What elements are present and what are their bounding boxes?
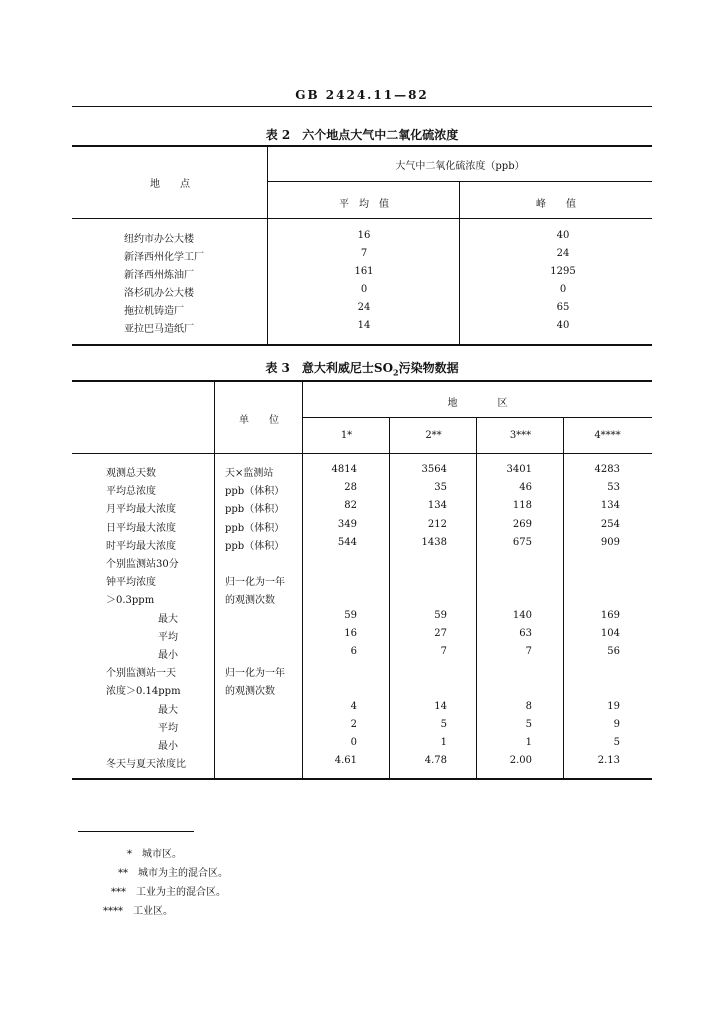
table3-row-label: 月平均最大浓度: [106, 504, 176, 516]
table3-region-header: 3***: [509, 430, 532, 441]
table3-value-cell: 0: [350, 737, 357, 748]
table3-region-rule: [303, 417, 652, 418]
table3-row-label: 观测总天数: [106, 468, 156, 479]
table3-title-so: SO: [373, 361, 394, 375]
table2-header-average: 平 均 值: [339, 199, 389, 210]
table3-value-cell: 3564: [421, 464, 447, 475]
table3-row-label: 浓度＞0.14ppm: [106, 686, 181, 698]
table3-row-label: 平均: [158, 722, 178, 734]
table3-value-cell: 1: [525, 737, 532, 748]
table3-value-cell: 9: [613, 718, 620, 730]
footnote-item: *** 工业为主的混合区。: [111, 887, 226, 898]
table3-value-cell: 544: [337, 536, 357, 548]
table3-region-header: 2**: [425, 430, 442, 441]
table2-cell-place: 亚拉巴马造纸厂: [124, 324, 194, 335]
table2-header-rule: [72, 218, 652, 219]
table3-value-cell: 4: [350, 700, 357, 712]
table3-value-cell: 269: [512, 518, 532, 530]
table3-value-cell: 254: [600, 518, 620, 530]
table2-cell-place: 拖拉机铸造厂: [124, 306, 184, 317]
table3-value-cell: 2.13: [597, 755, 620, 767]
table3-value-cell: 4283: [594, 464, 620, 475]
table3-row-unit: 的观测次数: [225, 595, 275, 607]
table3-row-label: 最大: [158, 704, 178, 716]
table3-value-cell: 5: [525, 718, 532, 730]
table3-row-label: 最大: [158, 613, 178, 625]
table3-value-cell: 6: [350, 646, 357, 657]
table2-cell-place: 新泽西州炼油厂: [124, 270, 194, 281]
table3-row-unit: 天×监测站: [225, 468, 274, 479]
table2-header-concentration: 大气中二氧化硫浓度（ppb）: [395, 161, 525, 172]
footnote-rule: [78, 831, 194, 832]
table3-row-unit: ppb（体积）: [225, 486, 285, 498]
table2-header-location: 地 点: [150, 179, 190, 190]
table3-value-cell: 5: [440, 718, 447, 730]
table2-cell-peak: 1295: [550, 266, 576, 277]
table3-value-cell: 28: [344, 482, 357, 494]
table2-cell-place: 纽约市办公大楼: [124, 234, 194, 245]
table3-top-rule: [72, 380, 652, 382]
table3-value-cell: 59: [344, 609, 357, 621]
table3-value-cell: 1: [440, 737, 447, 748]
table3-value-cell: 349: [337, 518, 357, 530]
table2-cell-peak: 40: [556, 230, 570, 241]
table3-region-header: 4****: [594, 430, 621, 441]
table3-row-label: 最小: [158, 650, 178, 661]
table3-row-label: 平均: [158, 631, 178, 643]
table2-cell-place: 新泽西州化学工厂: [124, 252, 204, 263]
table3-value-cell: 140: [512, 609, 532, 621]
table3-row-label: ＞0.3ppm: [106, 595, 155, 607]
table3-row-unit: ppb（体积）: [225, 540, 285, 552]
table3-value-cell: 4.61: [334, 755, 357, 767]
table3-row-label: 冬天与夏天浓度比: [106, 759, 186, 771]
table3-value-cell: 16: [344, 627, 357, 639]
table3-header-region: 地 区: [447, 398, 508, 409]
table3-col-divider-1: [214, 380, 215, 779]
table3-region-header: 1*: [340, 430, 353, 441]
table3-value-cell: 27: [434, 627, 447, 639]
table3-row-unit: 归一化为一年: [225, 668, 285, 680]
table3-value-cell: 14: [434, 700, 447, 712]
table3-row-unit: ppb（体积）: [225, 504, 285, 516]
table2-bottom-rule: [72, 344, 652, 346]
table3-title-suffix: 污染物数据: [398, 361, 459, 375]
header-rule: [72, 106, 652, 107]
table2-header-peak: 峰 值: [536, 199, 576, 210]
standard-number: GB 2424.11—82: [295, 88, 429, 102]
table3-row-label: 日平均最大浓度: [106, 522, 176, 534]
table3-value-cell: 104: [600, 627, 620, 639]
table3-value-cell: 1438: [421, 536, 447, 548]
table3-value-cell: 3401: [506, 464, 532, 475]
table3-value-cell: 7: [440, 646, 447, 657]
table3-value-cell: 169: [600, 609, 620, 621]
table2-cell-average: 14: [357, 320, 371, 331]
table3-title-subscript: 2: [393, 367, 399, 378]
table2-cell-peak: 40: [556, 320, 570, 331]
table3-header-unit: 单 位: [239, 415, 279, 426]
table3-row-label: 时平均最大浓度: [106, 540, 176, 552]
table2-subheader-rule: [268, 181, 652, 182]
table3-value-cell: 53: [607, 482, 620, 494]
table3-value-cell: 82: [344, 500, 357, 512]
table3-row-label: 钟平均浓度: [106, 577, 156, 589]
table3-row-unit: 的观测次数: [225, 686, 275, 698]
table3-value-cell: 675: [512, 536, 532, 548]
table3-value-cell: 63: [519, 627, 532, 639]
table3-value-cell: 2.00: [509, 755, 532, 767]
table2-cell-peak: 24: [556, 248, 570, 259]
table2-top-rule: [72, 145, 652, 147]
table3-value-cell: 35: [434, 482, 447, 494]
table3-value-cell: 46: [519, 482, 532, 494]
table3-bottom-rule: [72, 778, 652, 780]
table2-cell-average: 16: [357, 230, 371, 241]
table3-row-unit: ppb（体积）: [225, 522, 285, 534]
table3-title: [0, 359, 724, 377]
table2-cell-average: 24: [357, 302, 371, 313]
table2-cell-average: 161: [354, 266, 374, 277]
footnote-item: **** 工业区。: [103, 906, 173, 917]
table3-header-rule: [72, 453, 652, 454]
table3-row-label: 个别监测站30分: [106, 559, 179, 570]
table3-row-unit: 归一化为一年: [225, 577, 285, 589]
table3-value-cell: 56: [607, 646, 620, 657]
table3-value-cell: 2: [350, 718, 357, 730]
table3-value-cell: 5: [613, 737, 620, 748]
footnote-item: * 城市区。: [127, 849, 182, 860]
footnote-item: ** 城市为主的混合区。: [118, 868, 228, 879]
table3-title-prefix: 表 3 意大利威尼士: [265, 361, 374, 375]
table3-value-cell: 7: [525, 646, 532, 657]
table3-value-cell: 909: [600, 536, 620, 548]
table3-value-cell: 118: [512, 500, 532, 512]
table3-row-label: 平均总浓度: [106, 486, 156, 498]
table2-cell-average: 0: [360, 284, 368, 295]
table3-value-cell: 19: [607, 700, 620, 712]
table3-value-cell: 134: [600, 500, 620, 512]
table2-cell-peak: 0: [559, 284, 567, 295]
table3-value-cell: 4814: [331, 464, 357, 475]
table3-row-label: 最小: [158, 741, 178, 752]
table3-value-cell: 8: [525, 700, 532, 712]
table3-row-label: 个别监测站一天: [106, 668, 176, 680]
table3-value-cell: 134: [427, 500, 447, 512]
table3-value-cell: 59: [434, 609, 447, 621]
table2-cell-peak: 65: [556, 302, 570, 313]
table2-title: 表 2 六个地点大气中二氧化硫浓度: [265, 128, 459, 142]
table2-cell-place: 洛杉矶办公大楼: [124, 288, 194, 299]
table3-value-cell: 4.78: [424, 755, 447, 767]
table3-value-cell: 212: [427, 518, 447, 530]
table2-cell-average: 7: [360, 248, 368, 259]
table2-col-divider-1: [267, 145, 268, 345]
